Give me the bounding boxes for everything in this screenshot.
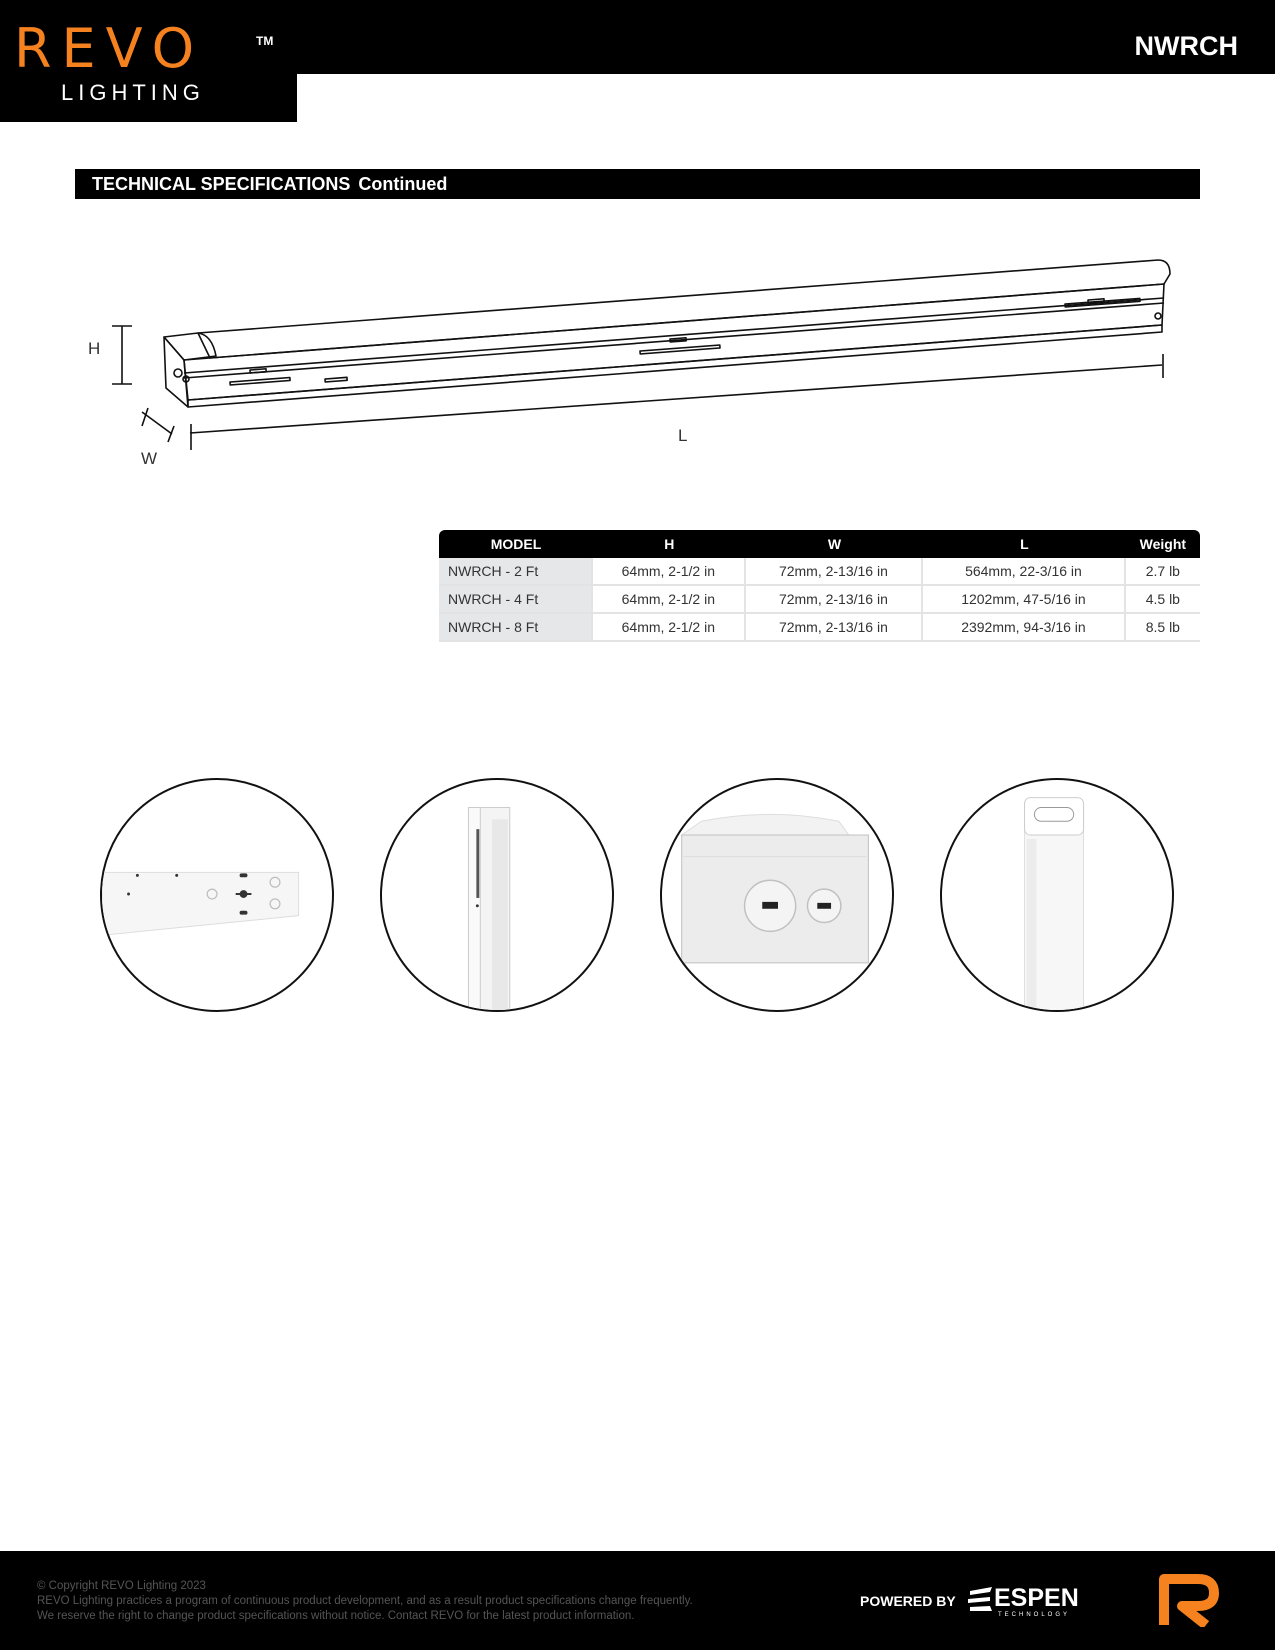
column-header-l: L	[923, 530, 1126, 558]
revo-r-icon[interactable]	[1158, 1573, 1220, 1627]
cell-model: NWRCH - 8 Ft	[439, 614, 593, 642]
espen-subtitle: TECHNOLOGY	[998, 1612, 1071, 1618]
cell-weight: 8.5 lb	[1126, 614, 1200, 642]
dimension-l-label: L	[678, 426, 688, 445]
dimension-h-label: H	[88, 339, 101, 358]
cell-model: NWRCH - 4 Ft	[439, 586, 593, 614]
section-subtitle: Continued	[358, 174, 448, 194]
cell-l: 564mm, 22-3/16 in	[923, 558, 1126, 586]
footer-disclaimer-2: We reserve the right to change product specifications without notice. Contact REVO for the latest product information.	[37, 1610, 635, 1622]
dimensions-table	[439, 530, 1200, 642]
cell-h: 64mm, 2-1/2 in	[593, 558, 746, 586]
column-header-h: H	[593, 530, 746, 558]
table-header-row	[439, 530, 1200, 558]
cell-l: 2392mm, 94-3/16 in	[923, 614, 1126, 642]
end-cap-image	[662, 780, 892, 1010]
footer-copyright: © Copyright REVO Lighting 2023	[37, 1580, 206, 1592]
column-header-w: W	[746, 530, 924, 558]
logo-wordmark: REVO	[14, 17, 205, 80]
table-row	[439, 558, 1200, 586]
cell-h: 64mm, 2-1/2 in	[593, 586, 746, 614]
dimension-w-label: W	[141, 449, 158, 468]
cell-h: 64mm, 2-1/2 in	[593, 614, 746, 642]
powered-by-label: POWERED BY	[860, 1593, 956, 1609]
cell-w: 72mm, 2-13/16 in	[746, 614, 924, 642]
section-title	[92, 174, 447, 195]
cell-model: NWRCH - 2 Ft	[439, 558, 593, 586]
espen-logo[interactable]	[968, 1579, 1094, 1619]
detail-lens-end	[940, 778, 1174, 1012]
model-code: NWRCH	[1134, 31, 1238, 61]
detail-side-profile	[380, 778, 614, 1012]
table-row	[439, 614, 1200, 642]
column-header-weight: Weight	[1126, 530, 1200, 558]
cell-w: 72mm, 2-13/16 in	[746, 558, 924, 586]
fixture-dimension-drawing	[80, 240, 1190, 480]
logo-subtitle: LIGHTING	[61, 80, 205, 105]
cell-w: 72mm, 2-13/16 in	[746, 586, 924, 614]
revo-logo[interactable]	[0, 0, 297, 122]
cell-weight: 4.5 lb	[1126, 586, 1200, 614]
logo-trademark: TM	[256, 34, 274, 48]
espen-wordmark: ESPEN	[994, 1584, 1079, 1612]
section-header	[75, 169, 1200, 199]
lens-end-image	[942, 780, 1172, 1010]
section-title-text: TECHNICAL SPECIFICATIONS	[92, 174, 351, 194]
footer	[0, 1551, 1275, 1650]
table-row	[439, 586, 1200, 614]
detail-mounting-plate	[100, 778, 334, 1012]
footer-disclaimer-1: REVO Lighting practices a program of continuous product development, and as a result product specifications change frequently.	[37, 1595, 693, 1607]
mounting-plate-image	[102, 780, 332, 1010]
cell-l: 1202mm, 47-5/16 in	[923, 586, 1126, 614]
column-header-model: MODEL	[439, 530, 593, 558]
detail-end-cap	[660, 778, 894, 1012]
cell-weight: 2.7 lb	[1126, 558, 1200, 586]
side-profile-image	[382, 780, 612, 1010]
